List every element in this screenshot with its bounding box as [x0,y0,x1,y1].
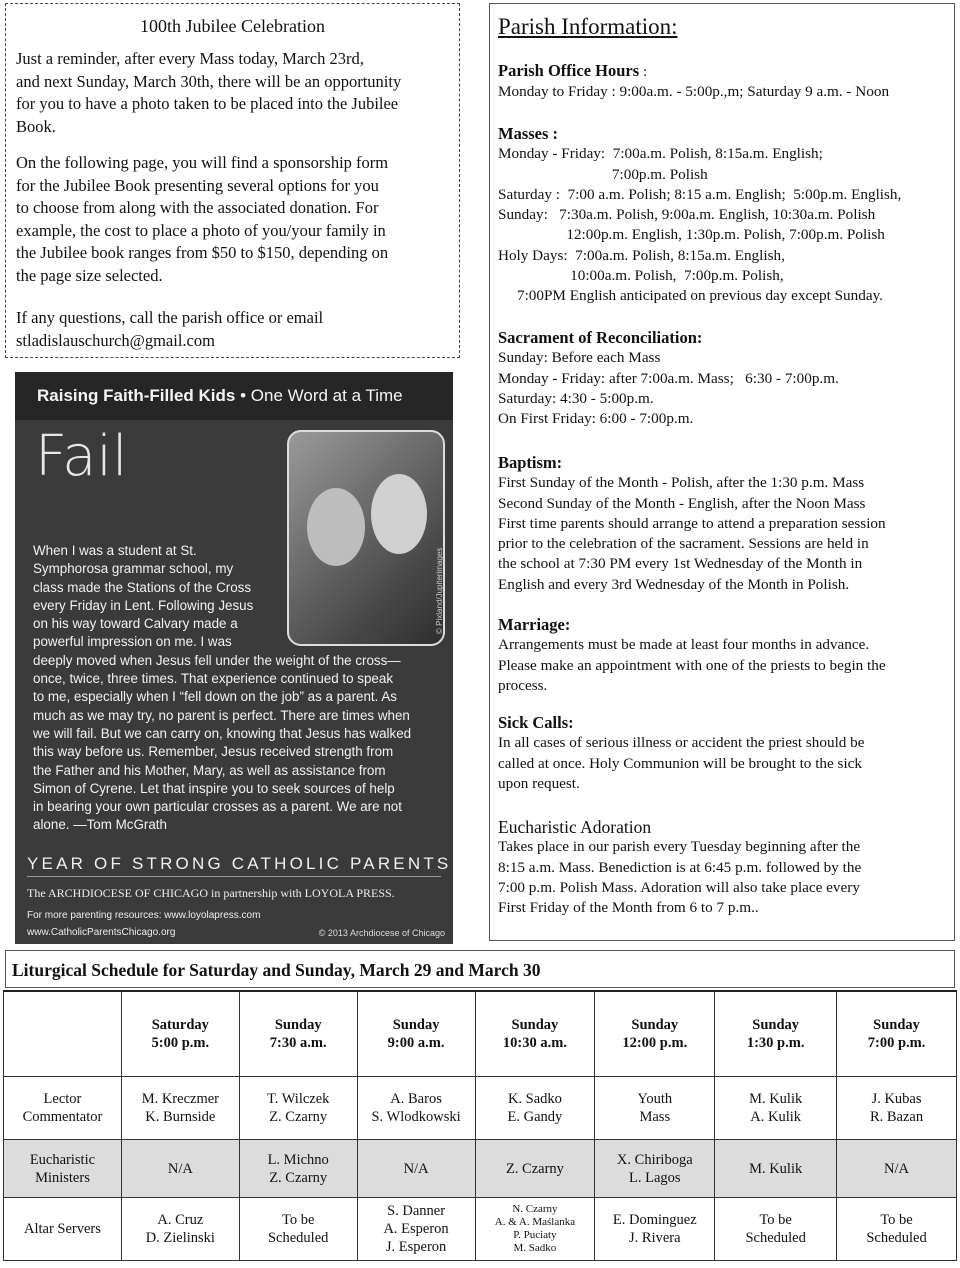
ad-archdiocese-line: The ARCHDIOCESE OF CHICAGO in partnership with LOYOLA PRESS. [27,886,395,900]
cell-line: To be [281,1212,315,1228]
cell-line: M. Kulik [749,1091,803,1107]
mass-time-header [837,991,957,1077]
minister-cell [715,1077,837,1140]
sick-calls-section: Sick Calls: In all cases of serious illness or accident the priest should be called at once. Holy Communion will be brought to the sick upon request. [498,713,948,794]
cell-line: L. Michno [267,1151,329,1168]
cell-line: Youth [637,1091,673,1107]
table-row [4,1198,957,1261]
cell-line: Sunday [274,1017,322,1033]
cell-line: A. Kulik [750,1109,802,1125]
table-row [4,1140,957,1198]
jubilee-notice-box [5,3,460,358]
ad-copyright: © 2013 Archdiocese of Chicago [318,928,445,938]
parish-heading: Parish Information: [498,14,678,39]
photo-credit: © Pixland/Jupiterimages [435,547,444,634]
adoration-section: Eucharistic Adoration Takes place in our parish every Tuesday beginning after the 8:15 a.m. Mass. Benediction is at 6:45 p.m. followed by the 7:00 p.m. Polish Mass. Adoration will also take place every First Friday of the Month from 6 to 7 p.m.. [498,817,948,918]
cell-line: Lector [43,1091,82,1107]
cell-line: 9:00 a.m. [387,1035,445,1051]
minister-cell [239,1140,357,1198]
cell-line: J. Esperon [385,1239,447,1255]
cell-line: Z. Czarny [269,1169,328,1186]
cell-line: Z. Czarny [505,1160,564,1177]
cell-line: Scheduled [866,1230,927,1246]
sick-calls-title: Sick Calls: [498,713,574,732]
cell-line: A. Baros [390,1091,442,1107]
ministry-label [4,1140,122,1198]
cell-line: X. Chiriboga [616,1151,693,1168]
minister-cell [357,1140,475,1198]
ad-divider [27,876,441,877]
cell-line: To be [880,1212,913,1228]
cell-line: Altar Servers [24,1221,101,1237]
cell-line: T. Wilczek [266,1091,330,1107]
mass-time-header [357,991,475,1077]
schedule-header-row [4,991,957,1077]
cell-line: Scheduled [267,1230,329,1246]
cell-line: Scheduled [745,1230,806,1246]
ad-word-title: Fail [35,424,128,489]
cell-line: To be [759,1212,792,1228]
minister-cell [475,1077,595,1140]
adoration-title: Eucharistic Adoration [498,817,652,837]
cell-line: M. Sadko [513,1242,557,1254]
minister-cell [837,1140,957,1198]
ad-year-slogan: YEAR OF STRONG CATHOLIC PARENTS [27,854,452,873]
minister-cell [837,1198,957,1261]
cell-line: Saturday [151,1017,209,1033]
schedule-title: Liturgical Schedule for Saturday and Sunday, March 29 and March 30 [5,950,955,988]
masses-title: Masses : [498,124,559,143]
ad-banner: Raising Faith-Filled Kids • One Word at a Time [15,372,453,420]
cell-line: M. Kreczmer [141,1091,219,1107]
cell-line: 12:00 p.m. [622,1035,688,1051]
ad-resources-link-1: For more parenting resources: www.loyolapress.com [27,910,261,921]
cell-line: J. Kubas [871,1091,922,1107]
liturgical-schedule-table [3,990,957,1261]
mass-time-header [715,991,837,1077]
minister-cell [715,1140,837,1198]
masses-section: Masses : Monday - Friday: 7:00a.m. Polish, 8:15a.m. English; 7:00p.m. Polish Saturday : 7:00 a.m. Polish; 8:15 a.m. English; 5:00p.m. English, Sunday: 7:30a.m. Polish, 9:00a.m. English, 10:30a.m. Polish 12:00p.m. English, 1:30p.m. Polish, 7:00p.m. Polish Holy Days: 7:00a.m. Polish, 8:15a.m. English, 10:00a.m. Polish, 7:00p.m. Polish, 7:00PM English anticipated on previous day except Sunday. [498,124,948,307]
cell-line: K. Sadko [507,1091,562,1107]
minister-cell [715,1198,837,1261]
office-hours-section: Parish Office Hours : Monday to Friday : 9:00a.m. - 5:00p.,m; Saturday 9 a.m. - Noon [498,61,890,101]
cell-line: Sunday [631,1017,679,1033]
cell-line: 5:00 p.m. [151,1035,210,1051]
mass-time-header [595,991,715,1077]
cell-line: N. Czarny [512,1203,558,1215]
cell-line: L. Lagos [629,1169,681,1186]
reconciliation-title: Sacrament of Reconciliation: [498,328,703,347]
minister-cell [239,1077,357,1140]
minister-cell [475,1198,595,1261]
mass-time-header [475,991,595,1077]
jubilee-title: 100th Jubilee Celebration [140,16,325,36]
ad-story-text: When I was a student at St. Symphorosa grammar school, my class made the Stations of the Cross every Friday in Lent. Following Jesus on his way toward Calvary made a powerful impression on me. I was deeply moved when Jesus fell under the weight of the cross— once, twice, three times. That experience continued to speak to me, especially when I “fell down on the job” as a parent. As much as we may try, no parent is perfect. There are times when we will fail. But we can carry on, knowing that Jesus has walked this way before us. Remember, Jesus received strength from the Father and his Mother, Mary, as well as assistance from Simon of Cyrene. Let that inspire you to seek sources of help in bearing your own particular crosses as a parent. We are not alone. —Tom McGrath [33,543,412,833]
minister-cell [595,1077,715,1140]
cell-line: N/A [167,1160,193,1177]
cell-line: S. Danner [387,1203,446,1219]
ministry-label [4,1198,122,1261]
cell-line: Eucharistic [29,1151,96,1168]
schedule-corner-cell [4,991,122,1077]
minister-cell [121,1140,239,1198]
minister-cell [595,1140,715,1198]
minister-cell [121,1077,239,1140]
cell-line: Commentator [22,1109,103,1125]
cell-line: E. Dominguez [612,1212,697,1228]
ministry-label [4,1077,122,1140]
cell-line: Mass [639,1109,671,1125]
mass-time-header [121,991,239,1077]
minister-cell [121,1198,239,1261]
cell-line: D. Zielinski [145,1230,215,1246]
minister-cell [357,1077,475,1140]
cell-line: N/A [403,1160,429,1177]
cell-line: J. Rivera [629,1230,681,1246]
jubilee-contact: If any questions, call the parish office or email stladislauschurch@gmail.com [16,307,456,352]
cell-line: M. Kulik [749,1160,803,1177]
cell-line: N/A [884,1160,910,1177]
baptism-section: Baptism: First Sunday of the Month - Polish, after the 1:30 p.m. Mass Second Sunday of the Month - English, after the Noon Mass First time parents should arrange to attend a preparation session prior to the celebration of the sacrament. Sessions are held in the school at 7:30 PM every 1st Wednesday of the Month in English and every 3rd Wednesday of the Month in Polish. [498,453,948,595]
minister-cell [837,1077,957,1140]
jubilee-paragraph-1: Just a reminder, after every Mass today, March 23rd, and next Sunday, March 30th, there will be an opportunity for you to have a photo taken to be placed into the Jubilee Book. [16,49,402,136]
cell-line: Sunday [511,1017,559,1033]
cell-line: E. Gandy [507,1109,563,1125]
marriage-title: Marriage: [498,615,571,634]
parenting-ad-image [15,372,453,944]
marriage-section: Marriage: Arrangements must be made at least four months in advance. Please make an appointment with one of the priests to begin the process. [498,615,948,696]
reconciliation-section: Sacrament of Reconciliation: Sunday: Before each Mass Monday - Friday: after 7:00a.m. Mass; 6:30 - 7:00p.m. Saturday: 4:30 - 5:00p.m. On First Friday: 6:00 - 7:00p.m. [498,328,948,429]
baptism-title: Baptism: [498,453,563,472]
cell-line: S. Wlodkowski [371,1109,461,1125]
cell-line: Ministers [35,1169,90,1186]
cell-line: 7:30 a.m. [269,1035,327,1051]
cell-line: 7:00 p.m. [867,1035,926,1051]
cell-line: A. Cruz [157,1212,204,1228]
table-row [4,1077,957,1140]
parish-information-box [489,3,955,941]
office-hours-title: Parish Office Hours [498,61,640,80]
cell-line: Sunday [752,1017,800,1033]
cell-line: Z. Czarny [269,1109,328,1125]
minister-cell [595,1198,715,1261]
cell-line: K. Burnside [145,1109,216,1125]
mass-time-header [239,991,357,1077]
cell-line: A. Esperon [383,1221,449,1237]
minister-cell [239,1198,357,1261]
contact-email[interactable]: stladislauschurch@gmail.com [16,330,215,350]
cell-line: Sunday [392,1017,440,1033]
cell-line: R. Bazan [869,1109,924,1125]
cell-line: 1:30 p.m. [746,1035,805,1051]
ad-resources-link-2: www.CatholicParentsChicago.org [27,927,176,938]
minister-cell [357,1198,475,1261]
cell-line: P. Puciaty [513,1229,557,1241]
cell-line: A. & A. Maślanka [494,1216,576,1228]
minister-cell [475,1140,595,1198]
cell-line: 10:30 a.m. [502,1035,567,1051]
jubilee-paragraph-2: On the following page, you will find a sponsorship form for the Jubilee Book presenting several options for you to choose from along with the associated donation. For example, the cost to place a photo of you/your family in the Jubilee book ranges from $50 to $150, depending on the page size selected. [16,153,389,285]
cell-line: Sunday [873,1017,920,1033]
